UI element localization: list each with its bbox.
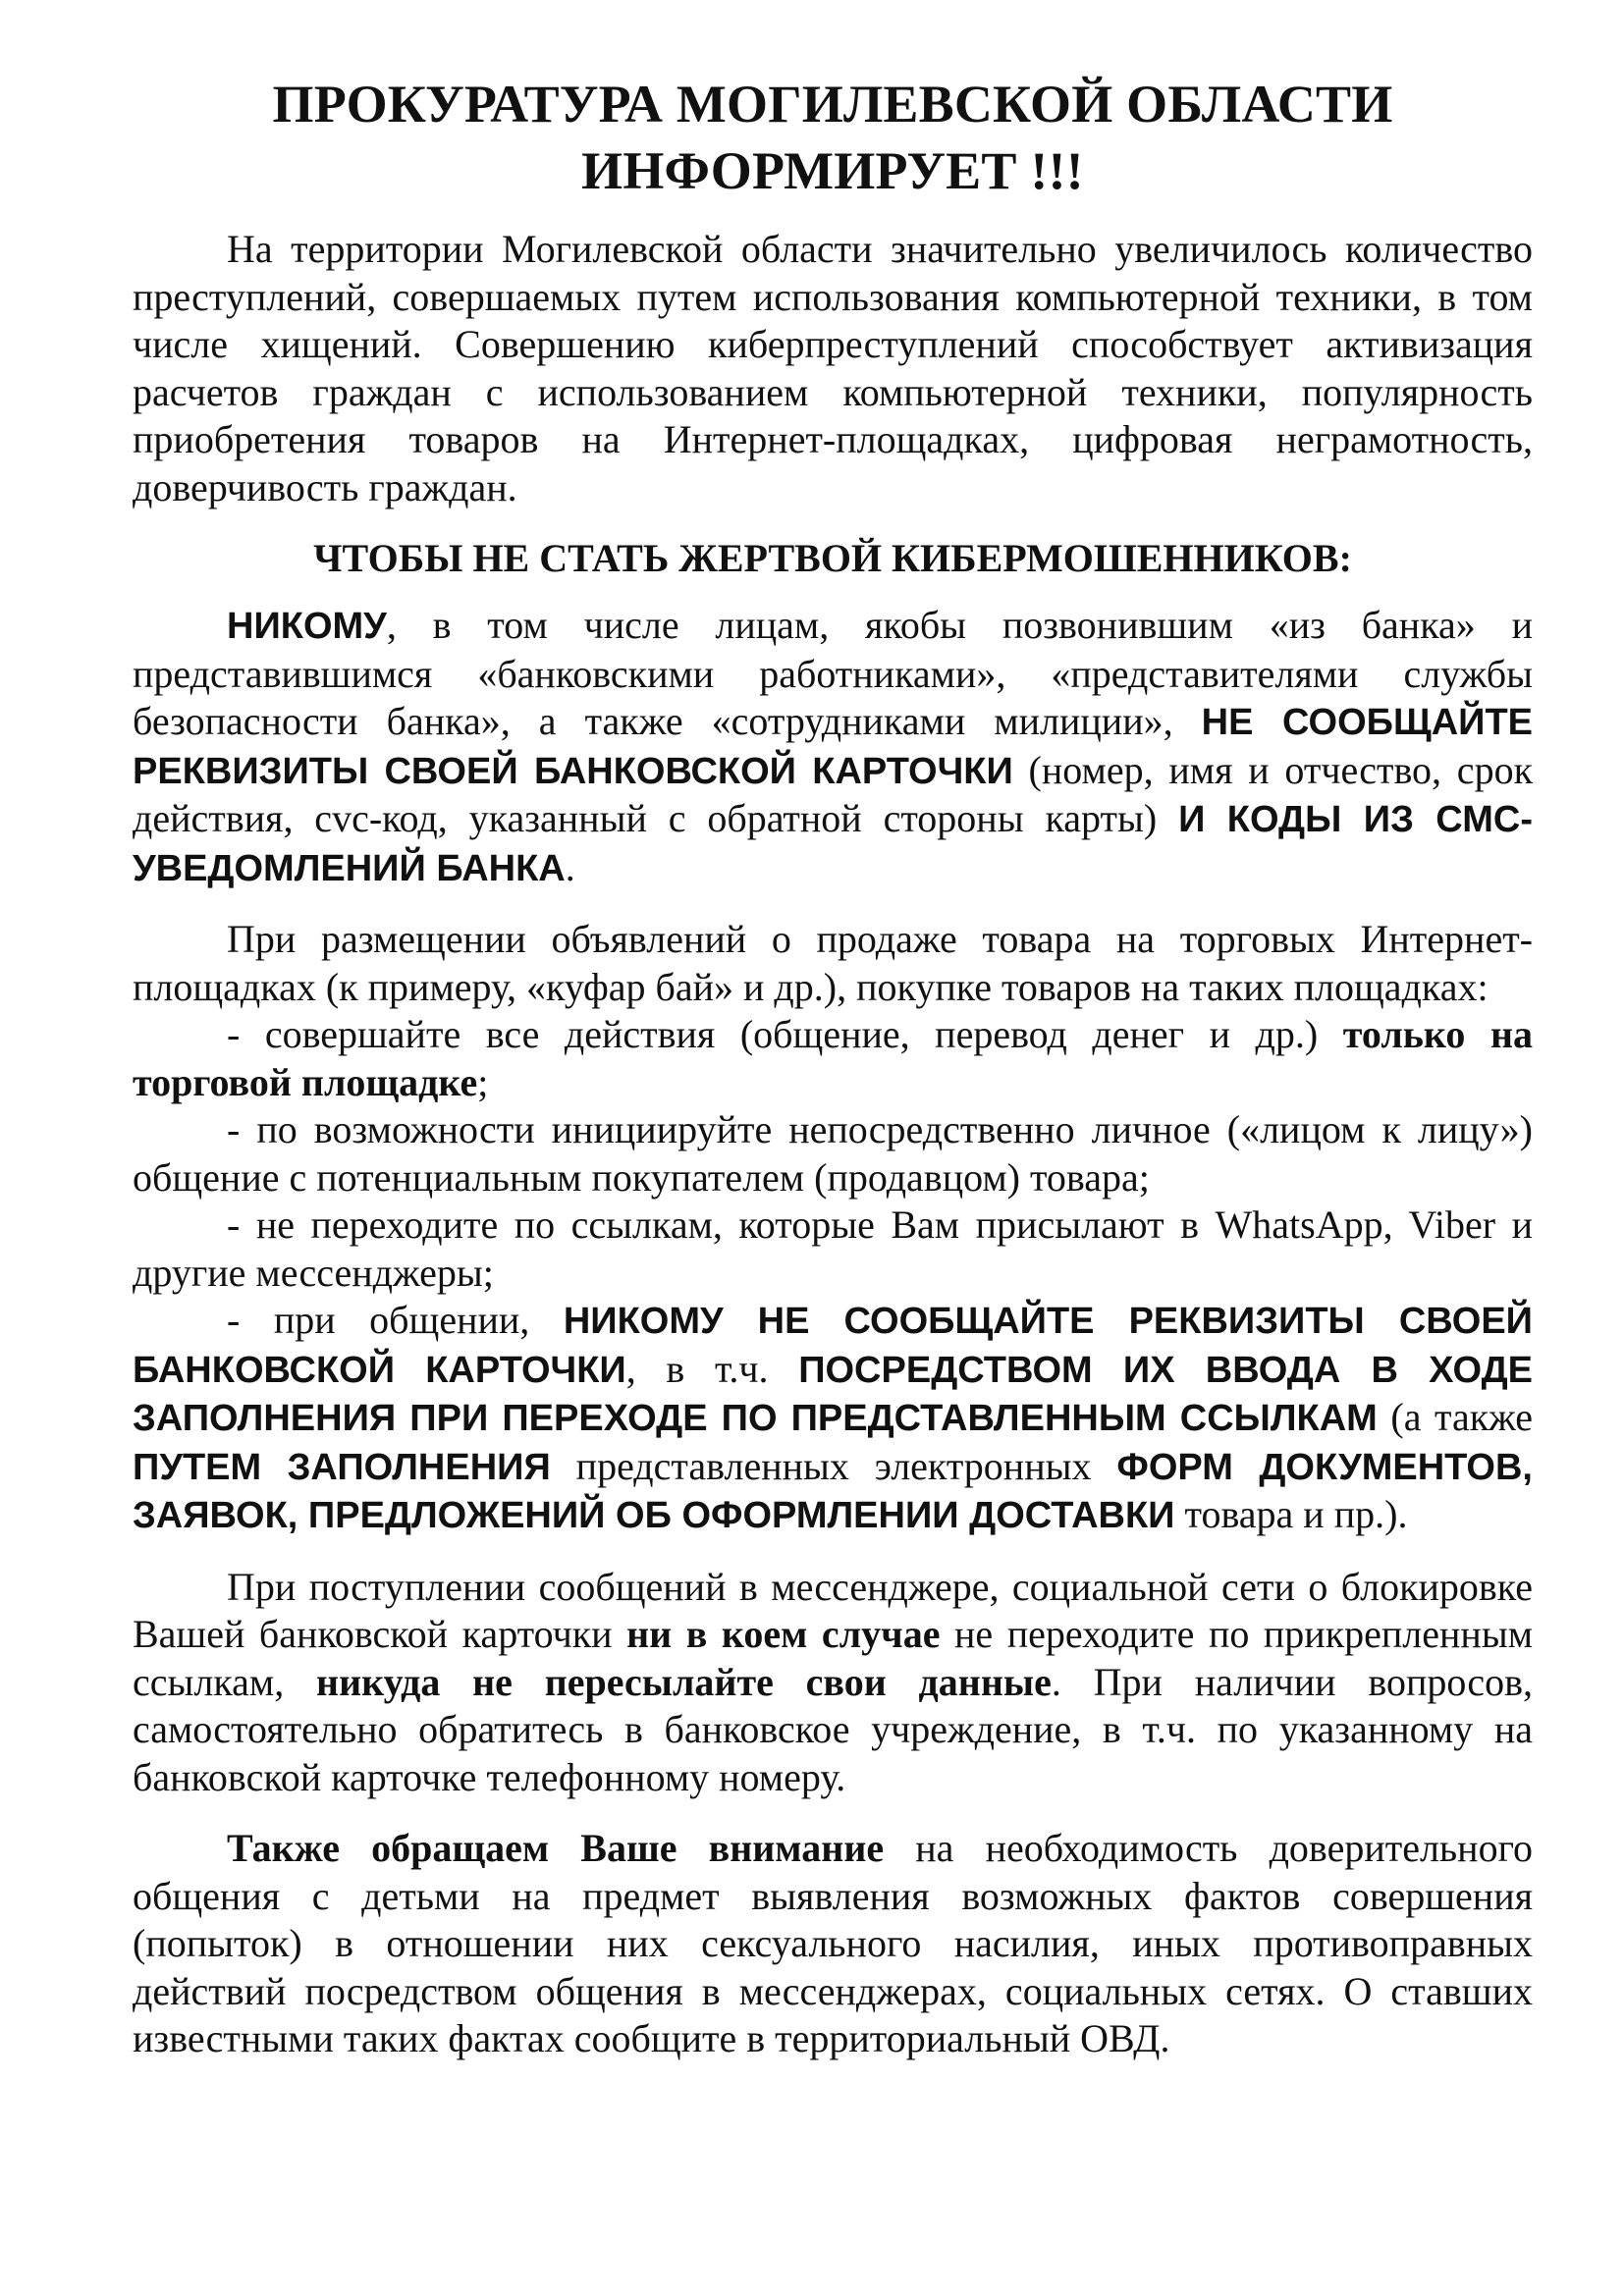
bullet-1-text-1: - совершайте все действия (общение, перевод денег и др.) <box>227 1012 1343 1056</box>
bullet-4-text-1: - при общении, <box>227 1298 564 1342</box>
paragraph-nobody <box>133 602 1533 892</box>
bullet-4-text-3: (а также <box>1377 1395 1534 1439</box>
bullet-4-text-4: представленных электронных <box>550 1443 1117 1488</box>
title-line-1: ПРОКУРАТУРА МОГИЛЕВСКОЙ ОБЛАСТИ <box>272 75 1393 133</box>
bullet-face-to-face: - по возможности инициируйте непосредственно личное («лицом к лицу») общение с потенциальным покупателем (продавцом) товара; <box>133 1107 1533 1200</box>
bullet-no-links: - не переходите по ссылкам, которые Вам присылают в WhatsApp, Viber и другие мессенджеры; <box>133 1202 1533 1295</box>
emphasis-sms-codes: И КОДЫ ИЗ СМС-УВЕДОМЛЕНИЙ БАНКА <box>133 799 1534 889</box>
notice-page <box>133 71 1533 2063</box>
paragraph-children <box>133 1825 1533 2063</box>
bullet-4-text-2: , в т.ч. <box>625 1346 799 1391</box>
paragraph-nobody-text-1: , в том числе лицам, якобы позвонившим «из банка» и представившимся «банковскими работниками», «представителями службы безопасности банка», а также «сотрудниками милиции», <box>133 603 1533 743</box>
paragraph-messenger-text-2: не переходите по прикрепленным ссылкам, <box>133 1612 1534 1704</box>
paragraph-nobody-text-3: . <box>565 844 575 889</box>
section-heading: ЧТОБЫ НЕ СТАТЬ ЖЕРТВОЙ КИБЕРМОШЕННИКОВ: <box>313 536 1352 580</box>
paragraph-marketplaces: При размещении объявлений о продаже товара на торговых Интернет-площадках (к примеру, «куфар бай» и др.), покупке товаров на таких площадках: <box>133 917 1533 1009</box>
emphasis-nobody-do-not-share: НИКОМУ НЕ СООБЩАЙТЕ РЕКВИЗИТЫ СВОЕЙ БАНКОВСКОЙ КАРТОЧКИ <box>133 1301 1533 1391</box>
emphasis-do-not-send-data: никуда не пересылайте свои данные <box>316 1659 1052 1704</box>
intro-paragraph: На территории Могилевской области значительно увеличилось количество преступлений, совершаемых путем использования компьютерной техники, в том числе хищений. Совершению киберпреступлений способствует активизация расчетов граждан с использованием компьютерной техники, популярность приобретения товаров на Интернет-площадках, цифровая неграмотность, доверчивость граждан. <box>133 227 1533 509</box>
bullet-only-on-platform <box>133 1011 1533 1106</box>
page-title <box>133 71 1533 204</box>
emphasis-nobody: НИКОМУ <box>227 606 387 647</box>
title-line-2: ИНФОРМИРУЕТ !!! <box>581 141 1084 200</box>
emphasis-do-not-share-card: НЕ СООБЩАЙТЕ РЕКВИЗИТЫ СВОЕЙ БАНКОВСКОЙ КАРТОЧКИ <box>133 702 1534 792</box>
paragraph-messenger-block <box>133 1564 1533 1802</box>
paragraph-messenger-text-3: . При наличии вопросов, самостоятельно обратитесь в банковское учреждение, в т.ч. по указанному на банковской карточке телефонному номеру. <box>133 1659 1533 1799</box>
paragraph-messenger-text-1: При поступлении сообщений в мессенджере, социальной сети о блокировке Вашей банковской карточки <box>133 1564 1533 1656</box>
paragraph-nobody-text-2: (номер, имя и отчество, срок действия, cvc-код, указанный с обратной стороны карты) <box>133 747 1533 840</box>
bullet-1-text-2: ; <box>477 1059 489 1104</box>
bullet-4-text-5: товара и пр.). <box>1174 1492 1408 1536</box>
paragraph-children-text: на необходимость доверительного общения с детьми на предмет выявления возможных фактов совершения (попыток) в отношении них сексуального насилия, иных противоправных действий посредством общения в мессенджерах, социальных сетях. О ставших известными таких фактах сообщите в территориальный ОВД. <box>133 1826 1533 2060</box>
emphasis-by-filling: ПУТЕМ ЗАПОЛНЕНИЯ <box>133 1446 551 1488</box>
bullet-no-card-details <box>133 1297 1533 1540</box>
emphasis-via-links: ПОСРЕДСТВОМ ИХ ВВОДА В ХОДЕ ЗАПОЛНЕНИЯ ПРИ ПЕРЕХОДЕ ПО ПРЕДСТАВЛЕННЫМ ССЫЛКАМ <box>133 1349 1533 1439</box>
emphasis-in-no-case: ни в коем случае <box>626 1612 941 1656</box>
emphasis-attention: Также обращаем Ваше внимание <box>227 1826 885 1870</box>
emphasis-forms: ФОРМ ДОКУМЕНТОВ, ЗАЯВОК, ПРЕДЛОЖЕНИЙ ОБ ОФОРМЛЕНИИ ДОСТАВКИ <box>133 1446 1533 1536</box>
emphasis-only-on-platform: только на торговой площадке <box>133 1012 1533 1104</box>
